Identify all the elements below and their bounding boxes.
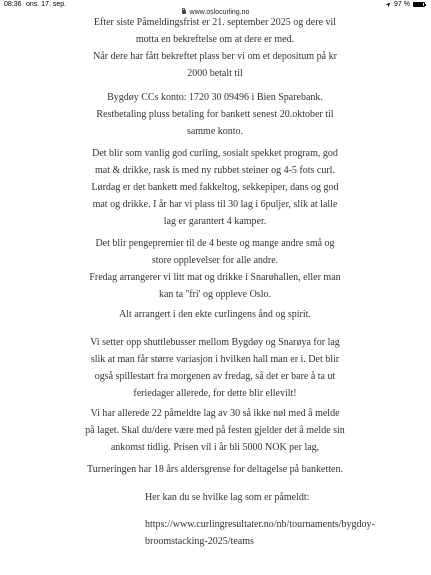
text-line: slik at man får større variasjon i hvilken hall man er i. Det blir <box>90 354 340 365</box>
text-line: Vi setter opp shuttlebusser mellom Bygdøy og Snarøya for lag <box>90 337 340 348</box>
battery-percent: 97 % <box>394 1 410 8</box>
battery-icon <box>413 2 425 7</box>
paragraph-teams <box>75 405 355 456</box>
text-line: Efter siste Påmeldingsfrist er 21. september 2025 og dere vil <box>93 17 337 28</box>
text-line: feriedager allerede, for dette blir ellevilt! <box>133 388 297 399</box>
text-line: store opplevelser for alle andre. <box>151 255 279 266</box>
teams-link[interactable] <box>145 516 415 550</box>
text-line: 2000 betalt til <box>187 68 243 79</box>
browser-url-bar[interactable] <box>0 9 431 18</box>
text-line: ankomst tidlig. Prisen vil i år bli 5000 NOK per lag, <box>110 442 320 453</box>
text-line: Lørdag er det bankett med fakkeltog, sekkepiper, dans og god <box>91 182 339 193</box>
text-line: Fredag arrangerer vi litt mat og drikke i Snarøhallen, eller man <box>89 272 341 283</box>
link-line[interactable]: https://www.curlingresultater.no/nb/tournaments/bygdoy- <box>145 519 375 530</box>
text-line: på laget. Skal du/dere være med på festen gjelder det å melde sin <box>85 425 345 436</box>
text-line: lag er garantert 4 kamper. <box>163 216 267 227</box>
text-line: motta en bekreftelse om at dere er med. <box>135 34 295 45</box>
paragraph-spirit <box>75 306 355 323</box>
paragraph-age-limit <box>75 461 355 478</box>
status-time: 08:36 <box>4 1 22 8</box>
text-line: Det blir som vanlig god curling, sosialt spekket program, god <box>92 148 338 159</box>
text-line: også spillestart fra morgenen av fredag, så det er bare å ta ut <box>94 371 336 382</box>
status-date: ons. 17. sep. <box>26 1 67 8</box>
text-line: Restbetaling pluss betaling for bankett senest 20.oktober til <box>96 109 334 120</box>
paragraph-program <box>75 145 355 230</box>
paragraph-registered-list <box>145 489 415 506</box>
paragraph-account <box>75 89 355 140</box>
text-line: Turneringen har 18 års aldersgrense for deltagelse på banketten. <box>87 464 343 475</box>
link-line[interactable]: broomstacking-2025/teams <box>145 536 254 547</box>
status-right <box>385 1 425 8</box>
lock-icon <box>182 10 186 14</box>
text-line: Bygdøy CCs konto: 1720 30 09496 i Bien Sparebank. <box>107 92 323 103</box>
text-line: Alt arrangert i den ekte curlingens ånd og spirit. <box>119 309 311 320</box>
text-line: mat & drikke, rask is med ny rubbet steiner og 4-5 fots curl. <box>95 165 335 176</box>
text-line: Vi har allerede 22 påmeldte lag av 30 så ikke nøl med å melde <box>90 408 340 419</box>
text-line: Når dere har fått bekreftet plass ber vi om et depositum på kr <box>93 51 337 62</box>
text-line: kan ta ''fri' og oppleve Oslo. <box>158 289 272 300</box>
location-arrow-icon <box>385 2 391 8</box>
text-line: Her kan du se hvilke lag som er påmeldt: <box>145 492 310 503</box>
text-line: mat og drikke. I år har vi plass til 30 lag i 6puljer, slik at lalle <box>92 199 338 210</box>
text-line: samme konto. <box>186 126 244 137</box>
paragraph-registration <box>75 14 355 82</box>
url-text: www.oslocurling.no <box>189 9 250 16</box>
paragraph-shuttle <box>75 334 355 402</box>
paragraph-prizes <box>75 235 355 303</box>
text-line: Det blir pengepremier til de 4 beste og mange andre små og <box>95 238 335 249</box>
